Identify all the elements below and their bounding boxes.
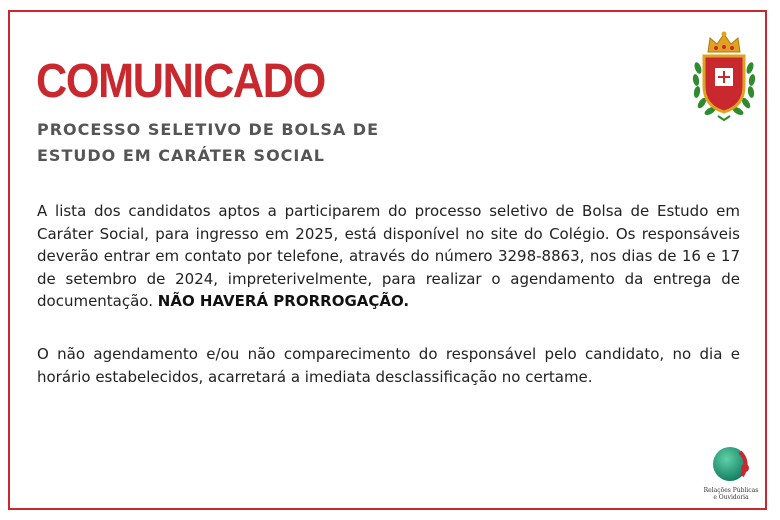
footer-caption-line-1: Relações Públicas	[703, 487, 759, 494]
notice-paragraph-1	[37, 200, 740, 313]
subtitle-line-2: ESTUDO EM CARÁTER SOCIAL	[37, 146, 325, 165]
paragraph-1-text: A lista dos candidatos aptos a participarem do processo seletivo de Bolsa de Estudo em Caráter Social, para ingresso em 2025, está disponível no site do Colégio. Os responsáveis deverão entrar em contato por telefone, através do número 3298-8863, nos dias de 16 e 17 de setembro de 2024, impreterivelmente, para realizar o agendamento da entrega de documentação.	[37, 202, 740, 310]
footer-caption-line-2: e Ouvidoria	[713, 494, 749, 501]
notice-paragraph-2: O não agendamento e/ou não comparecimento do responsável pelo candidato, no dia e horário estabelecidos, acarretará a imediata desclassificação no certame.	[37, 345, 740, 386]
notice-subtitle	[37, 117, 457, 169]
paragraph-1-bold: NÃO HAVERÁ PRORROGAÇÃO.	[157, 292, 410, 310]
subtitle-line-1: PROCESSO SELETIVO DE BOLSA DE	[37, 120, 379, 139]
school-crest-icon	[688, 28, 760, 124]
footer-logo-caption	[698, 487, 764, 501]
notice-title: COMUNICADO	[36, 55, 325, 108]
